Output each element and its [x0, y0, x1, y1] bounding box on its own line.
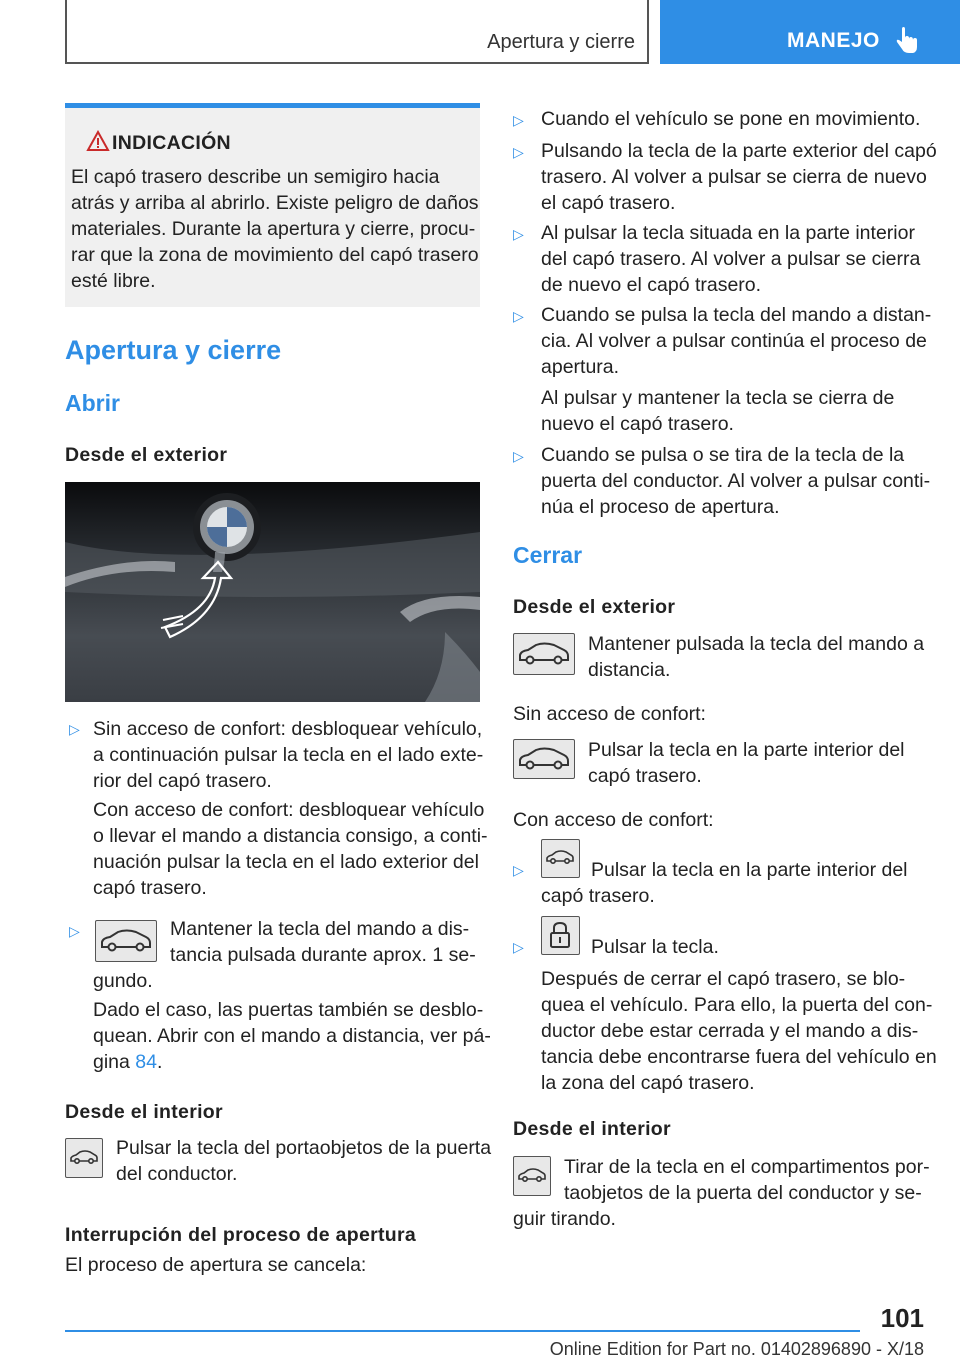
bullet-text: nuación pulsar la tecla en el lado exterior del — [93, 851, 479, 873]
bullet-text: Cuando se pulsa la tecla del mando a distan- — [541, 304, 932, 326]
triangle-right-icon: ▷ — [513, 226, 524, 242]
heading-apertura-y-cierre: Apertura y cierre — [65, 335, 282, 365]
heading-desde-el-interior: Desde el interior — [65, 1101, 223, 1123]
triangle-right-icon: ▷ — [513, 862, 524, 878]
bullet-text: o llevar el mando a distancia consigo, a conti- — [93, 825, 488, 847]
triangle-right-icon: ▷ — [513, 939, 524, 955]
no-comfort-text: capó trasero. — [588, 765, 702, 787]
bullet-text: Dado el caso, las puertas también se desblo- — [93, 999, 484, 1021]
bullet-text: cia. Al volver a pulsar continúa el proceso de — [541, 330, 927, 352]
bullet-text: Sin acceso de confort: desbloquear vehículo, — [93, 718, 483, 740]
heading-interrupcion: Interrupción del proceso de apertura — [65, 1224, 417, 1246]
page-number: 101 — [880, 1303, 924, 1333]
no-comfort-label: Sin acceso de confort: — [513, 703, 706, 725]
comfort-label: Con acceso de confort: — [513, 809, 714, 831]
footer-edition: Online Edition for Part no. 01402896890 - X/18 — [549, 1339, 924, 1359]
bullet-text: trasero. Al volver a pulsar se cierra de nuevo — [541, 166, 927, 188]
footer-divider — [65, 1330, 860, 1332]
comfort-bullet-text: capó trasero. — [541, 885, 655, 907]
comfort-bullet-text: ductor debe estar cerrada y el mando a dis- — [541, 1020, 919, 1042]
bullet-text: a continuación pulsar la tecla en el lado exte- — [93, 744, 484, 766]
heading-desde-el-exterior: Desde el exterior — [513, 596, 676, 618]
bullet-text: del capó trasero. Al volver a pulsar se cierra — [541, 248, 921, 270]
door-pocket-button — [513, 1156, 551, 1196]
car-tailgate-icon — [66, 1139, 101, 1176]
inside-text: del conductor. — [116, 1163, 238, 1185]
section-title: Apertura y cierre — [487, 31, 635, 53]
heading-desde-el-interior: Desde el interior — [513, 1118, 671, 1140]
tailgate-inner-button — [541, 839, 580, 878]
car-tailgate-icon — [96, 921, 154, 959]
tailgate-inner-button — [513, 739, 575, 779]
inside-text: guir tirando. — [513, 1208, 616, 1230]
bullet-text: puerta del conductor. Al volver a pulsar conti- — [541, 470, 931, 492]
bullet-text: apertura. — [541, 356, 620, 378]
page-link[interactable]: 84 — [135, 1051, 157, 1073]
inside-text: Pulsar la tecla del portaobjetos de la puerta — [116, 1137, 492, 1159]
inside-text: taobjetos de la puerta del conductor y se- — [564, 1182, 922, 1204]
comfort-bullet-text: Pulsar la tecla. — [591, 936, 719, 958]
car-tailgate-icon — [514, 740, 572, 776]
triangle-right-icon: ▷ — [513, 448, 524, 464]
bullet-text: rior del capó trasero. — [93, 770, 272, 792]
inside-text: Tirar de la tecla en el compartimentos por- — [564, 1156, 930, 1178]
heading-abrir: Abrir — [65, 390, 120, 416]
warning-triangle-icon — [86, 130, 110, 152]
notice-line: atrás y arriba al abrirlo. Existe peligro de daños — [71, 192, 479, 214]
comfort-bullet-text: Después de cerrar el capó trasero, se blo- — [541, 968, 906, 990]
bullet-text: Mantener la tecla del mando a dis- — [170, 918, 470, 940]
bullet-text: núa el proceso de apertura. — [541, 496, 780, 518]
lock-icon — [542, 917, 578, 953]
close-remote-text: Mantener pulsada la tecla del mando a — [588, 633, 925, 655]
bullet-text: Cuando se pulsa o se tira de la tecla de la — [541, 444, 905, 466]
comfort-bullet-text: tancia debe encontrarse fuera del vehículo en — [541, 1046, 937, 1068]
triangle-right-icon: ▷ — [513, 112, 524, 128]
bullet-text-prefix: gina — [93, 1051, 136, 1073]
bullet-text: quean. Abrir con el mando a distancia, ver pá- — [93, 1025, 491, 1047]
bullet-text: Pulsando la tecla de la parte exterior del capó — [541, 140, 937, 162]
bullet-text: nuevo el capó trasero. — [541, 413, 734, 435]
triangle-right-icon: ▷ — [69, 923, 80, 939]
comfort-bullet-text: la zona del capó trasero. — [541, 1072, 755, 1094]
door-pocket-button — [65, 1138, 103, 1178]
notice-line: esté libre. — [71, 270, 156, 292]
comfort-bullet-text: quea el vehículo. Para ello, la puerta del con- — [541, 994, 933, 1016]
interrupt-text: El proceso de apertura se cancela: — [65, 1254, 367, 1276]
bullet-text: Con acceso de confort: desbloquear vehículo — [93, 799, 485, 821]
heading-desde-el-exterior: Desde el exterior — [65, 444, 228, 466]
bullet-text: Cuando el vehículo se pone en movimiento. — [541, 108, 921, 130]
notice-line: El capó trasero describe un semigiro hacia — [71, 166, 440, 188]
bullet-text: gundo. — [93, 970, 153, 992]
no-comfort-text: Pulsar la tecla en la parte interior del — [588, 739, 905, 761]
bullet-text: de nuevo el capó trasero. — [541, 274, 762, 296]
lock-button — [541, 916, 580, 955]
close-remote-text: distancia. — [588, 659, 671, 681]
bullet-text-suffix: . — [157, 1051, 163, 1073]
triangle-right-icon: ▷ — [513, 308, 524, 324]
triangle-right-icon: ▷ — [513, 144, 524, 160]
car-tailgate-icon — [542, 840, 578, 876]
bullet-text: el capó trasero. — [541, 192, 676, 214]
car-tailgate-icon — [514, 1157, 549, 1194]
comfort-bullet-text: Pulsar la tecla en la parte interior del — [591, 859, 908, 881]
notice-line: materiales. Durante la apertura y cierre, procu- — [71, 218, 476, 240]
remote-tailgate-button — [513, 633, 575, 675]
notice-line: rar que la zona de movimiento del capó trasero — [71, 244, 479, 266]
notice-title: INDICACIÓN — [112, 132, 231, 154]
car-tailgate-icon — [514, 634, 572, 672]
heading-cerrar: Cerrar — [513, 542, 583, 568]
tailgate-photo — [65, 482, 480, 702]
remote-tailgate-button — [95, 920, 157, 962]
chapter-tab-label: MANEJO — [787, 29, 880, 52]
bullet-text — [93, 1049, 162, 1075]
bullet-text: Al pulsar y mantener la tecla se cierra de — [541, 387, 895, 409]
bullet-text: capó trasero. — [93, 877, 207, 899]
hand-pointer-icon — [894, 27, 920, 55]
bullet-text: tancia pulsada durante aprox. 1 se- — [170, 944, 476, 966]
triangle-right-icon: ▷ — [69, 721, 80, 737]
bullet-text: Al pulsar la tecla situada en la parte interior — [541, 222, 915, 244]
